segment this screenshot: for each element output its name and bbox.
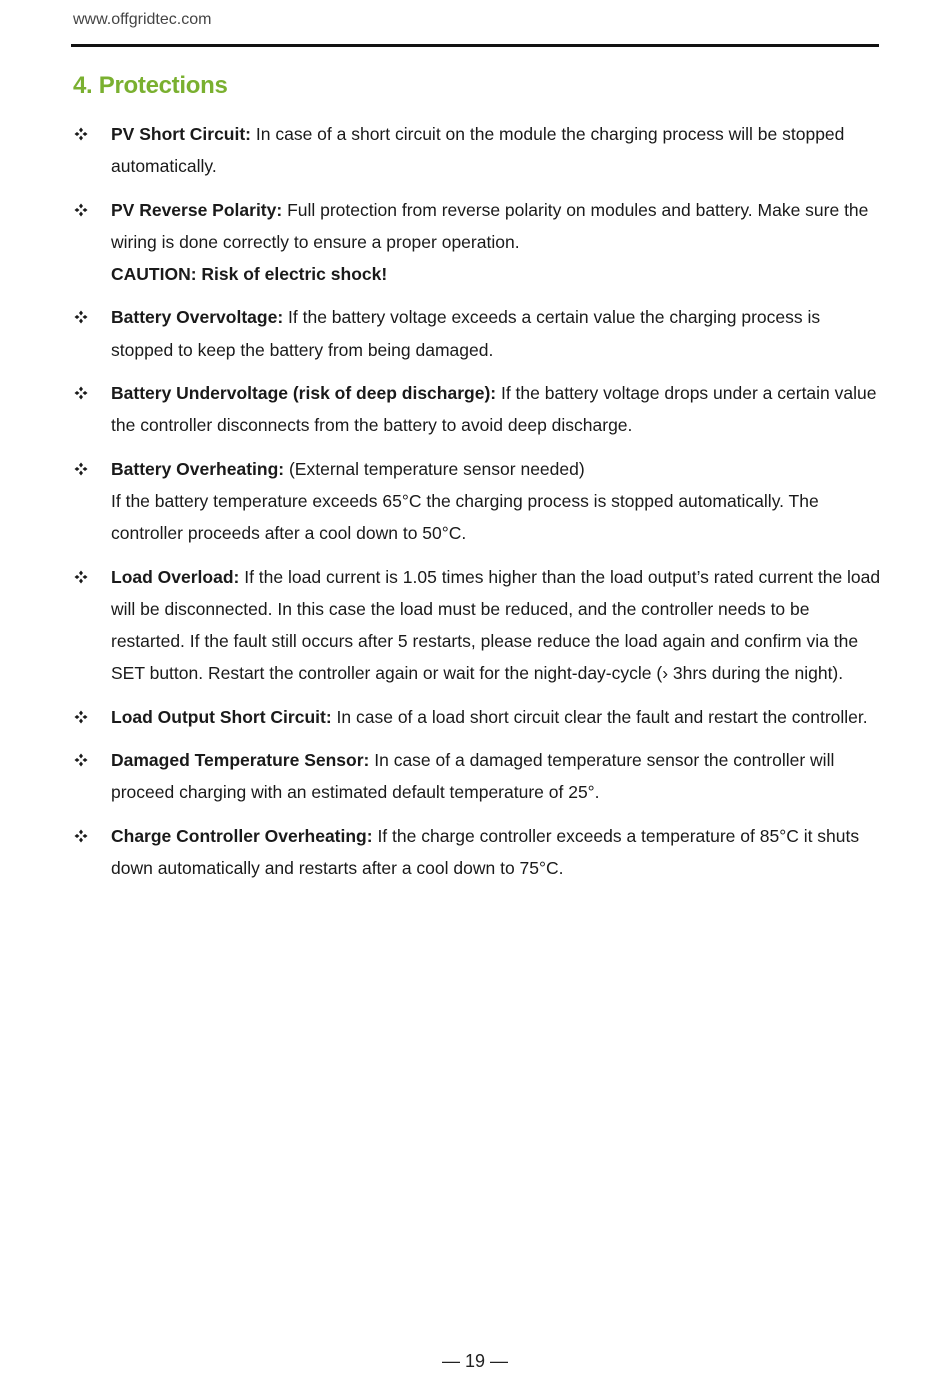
list-item	[73, 453, 881, 550]
caution-note: CAUTION: Risk of electric shock!	[111, 264, 388, 285]
item-term: Load Output Short Circuit:	[111, 706, 332, 727]
item-text: If the battery voltage exceeds a certain value the charging process is stopped to keep the battery from being damaged.	[111, 307, 821, 360]
section-title: 4. Protections	[73, 72, 228, 99]
item-text: If the load current is 1.05 times higher than the load output’s rated current the load will be disconnected. In this case the load must be reduced, and the controller needs to be restarted. If the fault still occurs after 5 restarts, please reduce the load again and confirm via the SET button. Restart the controller again or wait for the night-day-cycle (› 3hrs during the night).	[111, 566, 881, 684]
diamond-bullet-icon	[73, 561, 89, 593]
item-text: If the charge controller exceeds a temperature of 85°C it shuts down automatically and restarts after a cool down to 75°C.	[111, 825, 860, 878]
item-term: Battery Overheating:	[111, 458, 285, 479]
diamond-bullet-icon	[73, 701, 89, 733]
item-term: Load Overload:	[111, 566, 240, 587]
item-term: Battery Overvoltage:	[111, 307, 284, 328]
diamond-bullet-icon	[73, 820, 89, 852]
item-text: (External temperature sensor needed)	[284, 458, 585, 479]
item-term: PV Reverse Polarity:	[111, 199, 283, 220]
list-item	[73, 820, 881, 885]
list-item	[73, 118, 881, 183]
list-item	[73, 301, 881, 366]
list-item	[73, 561, 881, 690]
header-url: www.offgridtec.com	[73, 11, 212, 28]
item-term: Battery Undervoltage (risk of deep discharge):	[111, 383, 497, 404]
item-text: In case of a damaged temperature sensor the controller will proceed charging with an estimated default temperature of 25°.	[111, 750, 835, 803]
list-item	[73, 701, 881, 733]
protections-list	[73, 118, 881, 895]
item-text: Full protection from reverse polarity on modules and battery. Make sure the wiring is done correctly to ensure a proper operation.	[111, 199, 869, 252]
item-term: PV Short Circuit:	[111, 124, 252, 144]
item-term: Damaged Temperature Sensor:	[111, 750, 370, 771]
item-term: Charge Controller Overheating:	[111, 825, 373, 846]
diamond-bullet-icon	[73, 194, 89, 226]
diamond-bullet-icon	[73, 118, 89, 150]
page-number: — 19 —	[441, 1351, 509, 1371]
diamond-bullet-icon	[73, 453, 89, 485]
item-detail: If the battery temperature exceeds 65°C the charging process is stopped automatically. The controller proceeds after a cool down to 50°C.	[111, 490, 819, 544]
list-item	[73, 377, 881, 442]
item-text: If the battery voltage drops under a certain value the controller disconnects from the battery to avoid deep discharge.	[111, 383, 877, 436]
diamond-bullet-icon	[73, 377, 89, 409]
diamond-bullet-icon	[73, 744, 89, 776]
item-text: In case of a load short circuit clear the fault and restart the controller.	[331, 706, 868, 727]
item-text: In case of a short circuit on the module the charging process will be stopped automatically.	[111, 124, 845, 177]
header-divider	[71, 44, 879, 47]
list-item	[73, 744, 881, 809]
diamond-bullet-icon	[73, 301, 89, 333]
list-item	[73, 194, 881, 291]
